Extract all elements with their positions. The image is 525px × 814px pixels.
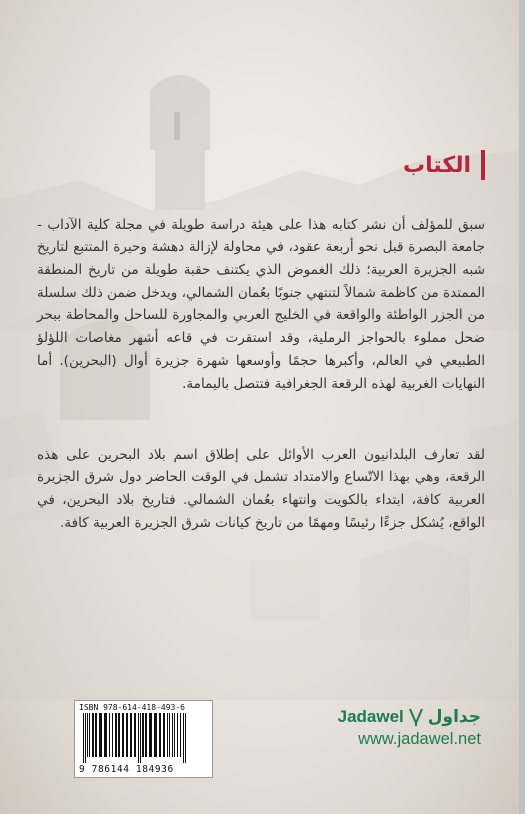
section-heading bbox=[403, 150, 485, 180]
heading-title: الكتاب bbox=[403, 152, 471, 178]
isbn-label: ISBN 978-614-418-493-6 bbox=[79, 703, 185, 712]
publisher-name-en: Jadawel bbox=[337, 707, 404, 726]
barcode-number: 9 786144 184936 bbox=[79, 764, 174, 775]
isbn-barcode bbox=[74, 700, 213, 778]
publisher-block bbox=[338, 707, 481, 749]
paragraph-2: لقد تعارف البلدانيون العرب الأوائل على إطلاق اسم بلاد البحرين على هذه الرقعة، وهي بهذا الاتّساع والامتداد تشمل في الوقت الحاضر دول شرق الجزيرة العربية كافة، ابتداء بالكويت وانتهاء بعُمان الشمالي. فتاريخ بلاد البحرين، في الواقع، يُشكل جزءًا رئيسًا ومهمًا من تاريخ كيانات شرق الجزيرة العربية كافة. bbox=[37, 446, 485, 531]
paragraph-1: سبق للمؤلف أن نشر كتابه هذا على هيئة دراسة طويلة في مجلة كلية الآداب - جامعة البصرة قبل نحو أربعة عقود، في محاولة لإزالة دهشة وحيرة المتتبع لتاريخ شبه الجزيرة العربية؛ ذلك الغموض الذي يكتنف حقبة طويلة من تاريخ المنطقة الممتدة من كاظمة شمالاً لتنتهي جنوبًا بعُمان الشمالي، ويدخل ضمن ذلك سلسلة من الجزر الواطئة والواقعة في الخليج العربي والمجاورة للساحل والمحاطة ببحر ضحل مملوء بالحواجز الرملية، وقد استقرت في قاعه أشهر مغاصات اللؤلؤ الطبيعي في العالم، وأكبرها حجمًا وأوسعها شهرة جزيرة أوال (البحرين). أما النهايات الغربية لهذه الرقعة الجغرافية فتتصل باليمامة. bbox=[37, 216, 485, 392]
publisher-url[interactable]: www.jadawel.net bbox=[358, 730, 481, 748]
barcode-bars bbox=[81, 713, 208, 763]
publisher-logo-icon bbox=[408, 707, 424, 727]
spine-edge-strip bbox=[519, 0, 525, 814]
publisher-name-ar: جداول bbox=[427, 707, 481, 727]
heading-accent-bar bbox=[481, 150, 485, 180]
